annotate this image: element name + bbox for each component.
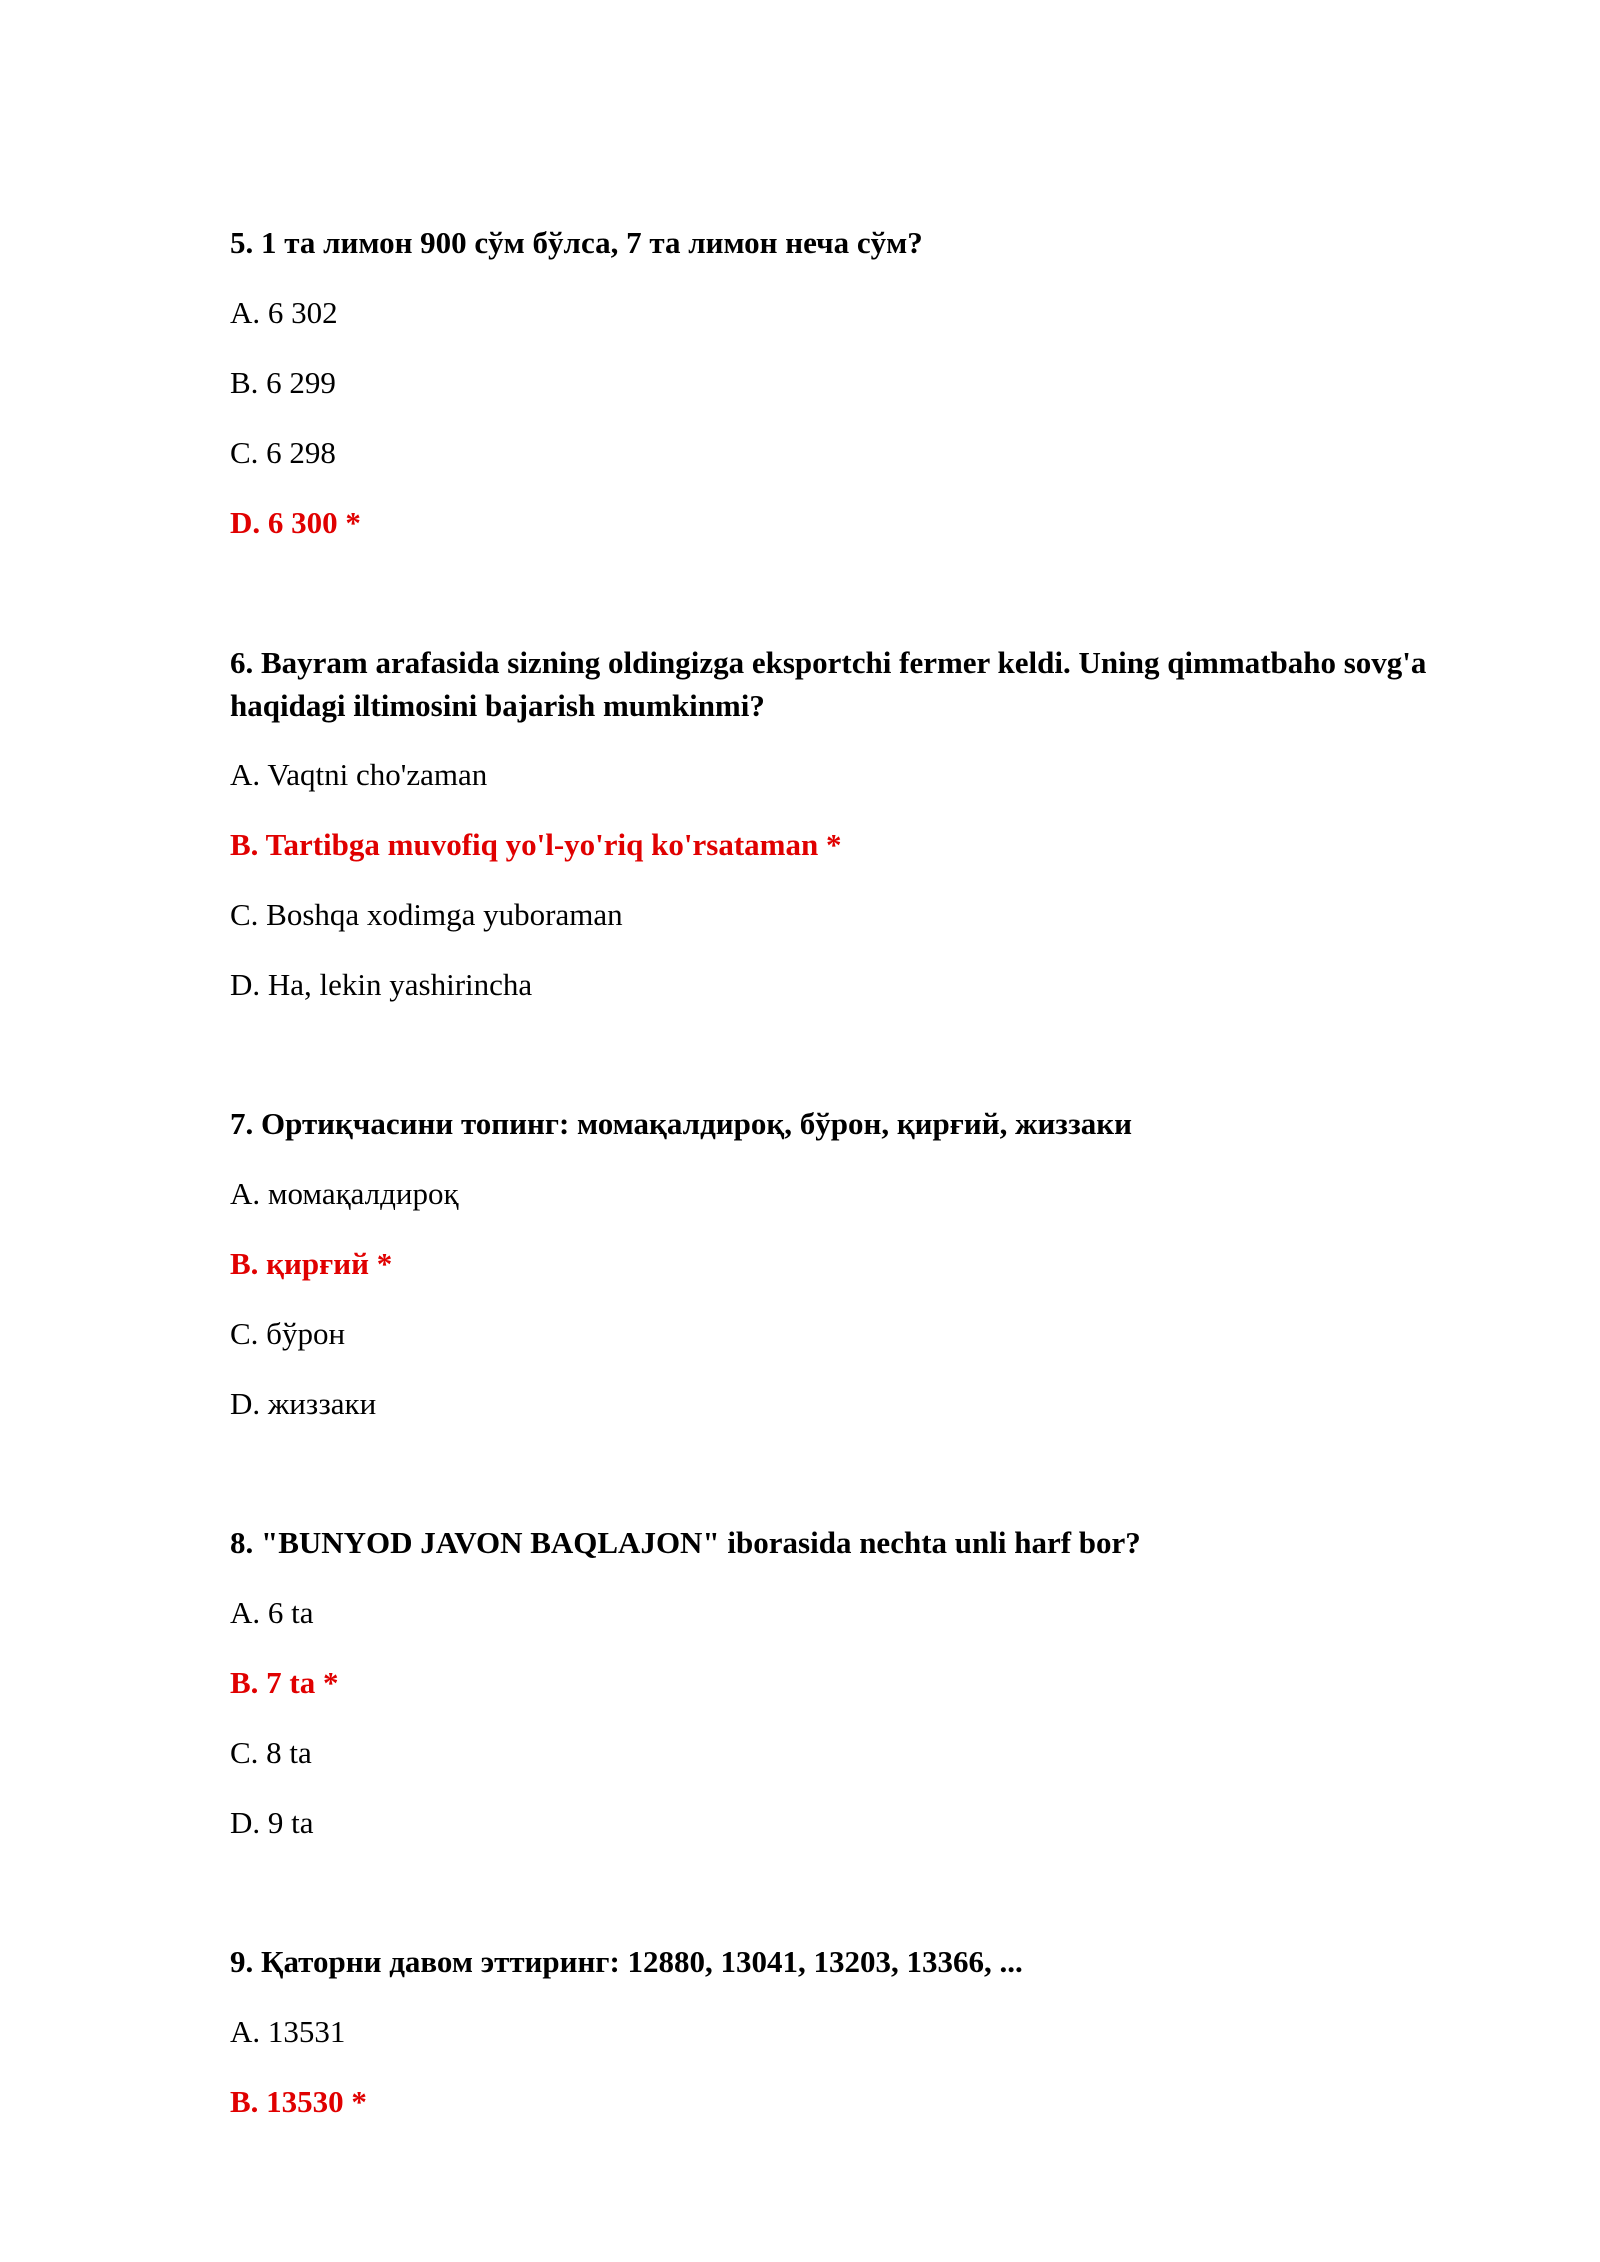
option-a: A. момақалдироқ — [230, 1176, 459, 1211]
question-text: 7. Ортиқчасини топинг: момақалдироқ, бўрон, қирғий, жиззаки — [230, 1106, 1132, 1141]
option-d-correct: D. 6 300 * — [230, 505, 361, 540]
option-a: A. Vaqtni cho'zaman — [230, 757, 488, 792]
option-b: B. 6 299 — [230, 365, 336, 400]
option-b-correct: B. Tartibga muvofiq yo'l-yo'riq ko'rsataman * — [230, 827, 842, 862]
option-a: A. 13531 — [230, 2014, 346, 2049]
option-d: D. жиззаки — [230, 1386, 377, 1421]
question-text: 8. "BUNYOD JAVON BAQLAJON" iborasida nechta unli harf bor? — [230, 1525, 1141, 1560]
option-c: C. Boshqa xodimga yuboraman — [230, 897, 623, 932]
question-8 — [230, 1521, 1530, 1840]
question-5 — [230, 221, 1530, 540]
question-9 — [230, 1940, 1530, 2119]
question-6 — [230, 641, 1530, 1002]
question-7 — [230, 1102, 1530, 1421]
option-b-correct: B. қирғий * — [230, 1246, 393, 1281]
option-b-correct: B. 13530 * — [230, 2084, 367, 2119]
option-d: D. 9 ta — [230, 1805, 314, 1840]
option-d: D. Ha, lekin yashirincha — [230, 967, 533, 1002]
option-a: A. 6 302 — [230, 295, 338, 330]
option-a: A. 6 ta — [230, 1595, 314, 1630]
option-c: C. 6 298 — [230, 435, 336, 470]
option-c: C. 8 ta — [230, 1735, 312, 1770]
question-text: 9. Қаторни давом эттиринг: 12880, 13041, 13203, 13366, ... — [230, 1944, 1023, 1979]
option-b-correct: B. 7 ta * — [230, 1665, 339, 1700]
option-c: C. бўрон — [230, 1316, 346, 1351]
question-text: 5. 1 та лимон 900 сўм бўлса, 7 та лимон неча сўм? — [230, 225, 923, 260]
question-text: 6. Bayram arafasida sizning oldingizga eksportchi fermer keldi. Uning qimmatbaho sovg'a haqidagi iltimosini bajarish mumkinmi? — [230, 645, 1427, 723]
